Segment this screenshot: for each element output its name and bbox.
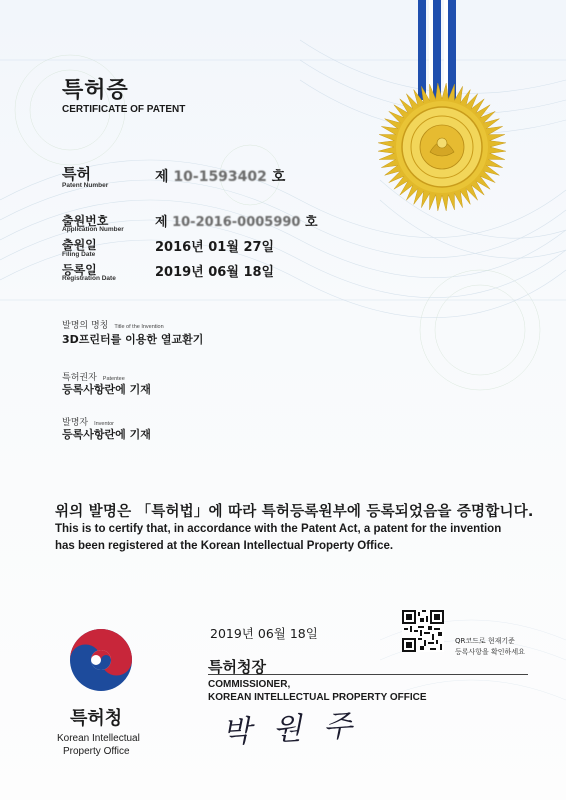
gold-seal-icon [372, 80, 512, 215]
issue-date: 2019년 06월 18일 [210, 626, 318, 641]
commissioner-title-en-line2: KOREAN INTELLECTUAL PROPERTY OFFICE [208, 692, 427, 703]
application-number-label: 출원번호 [62, 214, 109, 228]
certificate-title-en: CERTIFICATE OF PATENT [62, 104, 186, 115]
patent-number: 10-1593402 [173, 169, 267, 185]
registration-date-label-en: Registration Date [62, 275, 116, 282]
inventor-label-en: Inventor [94, 421, 114, 427]
patentee-label-en: Patentee [102, 376, 125, 382]
application-number-value [155, 211, 318, 230]
kipo-taegeuk-logo-icon [68, 627, 134, 693]
patent-number-value [155, 166, 285, 186]
patent-number-suffix: 호 [271, 169, 286, 185]
registration-date-value: 2019년 06월 18일 [155, 265, 275, 280]
commissioner-signature: 박 원 주 [221, 708, 360, 751]
patent-number-label: 특허 [62, 165, 91, 183]
qr-code-icon [402, 610, 444, 652]
filing-date-value: 2016년 01월 27일 [155, 240, 275, 255]
invention-label-en: Title of the Invention [114, 324, 164, 330]
commissioner-title: 특허청장 [208, 658, 266, 676]
statement-en-line2: has been registered at the Korean Intellectual Property Office. [55, 540, 394, 552]
inventor-value: 등록사항란에 기재 [62, 428, 151, 441]
invention-label-ko: 발명의 명칭 [62, 321, 109, 331]
patentee-value: 등록사항란에 기재 [62, 383, 151, 396]
office-logo-ko: 특허청 [70, 708, 123, 729]
inventor-label-ko: 발명자 [62, 418, 89, 428]
patentee-label-ko: 특허권자 [62, 373, 97, 383]
filing-date-label-en: Filing Date [62, 251, 96, 258]
registration-date-label: 등록일 [62, 263, 97, 277]
filing-date-label: 출원일 [62, 238, 97, 252]
commissioner-divider [208, 674, 528, 675]
statement-ko: 위의 발명은 「특허법」에 따라 특허등록원부에 등록되었음을 증명합니다. [55, 504, 534, 520]
invention-label [62, 313, 164, 332]
certificate-title: 특허증 [62, 78, 129, 103]
application-number: 10-2016-0005990 [172, 215, 301, 230]
office-logo-en-line2: Property Office [63, 746, 130, 757]
invention-title: 3D프린터를 이용한 열교환기 [62, 333, 204, 346]
statement-en-line1: This is to certify that, in accordance with the Patent Act, a patent for the invention [55, 523, 502, 535]
qr-caption-line1: QR코드로 현재기준 [455, 637, 515, 645]
application-number-label-en: Application Number [62, 226, 124, 233]
application-number-suffix: 호 [305, 215, 318, 230]
commissioner-title-en-line1: COMMISSIONER, [208, 679, 291, 690]
application-number-prefix: 제 [155, 215, 168, 230]
patent-number-prefix: 제 [155, 169, 169, 185]
office-logo-en-line1: Korean Intellectual [57, 733, 140, 744]
qr-caption-line2: 등록사항을 확인하세요 [455, 648, 525, 656]
patent-number-label-en: Patent Number [62, 182, 109, 189]
